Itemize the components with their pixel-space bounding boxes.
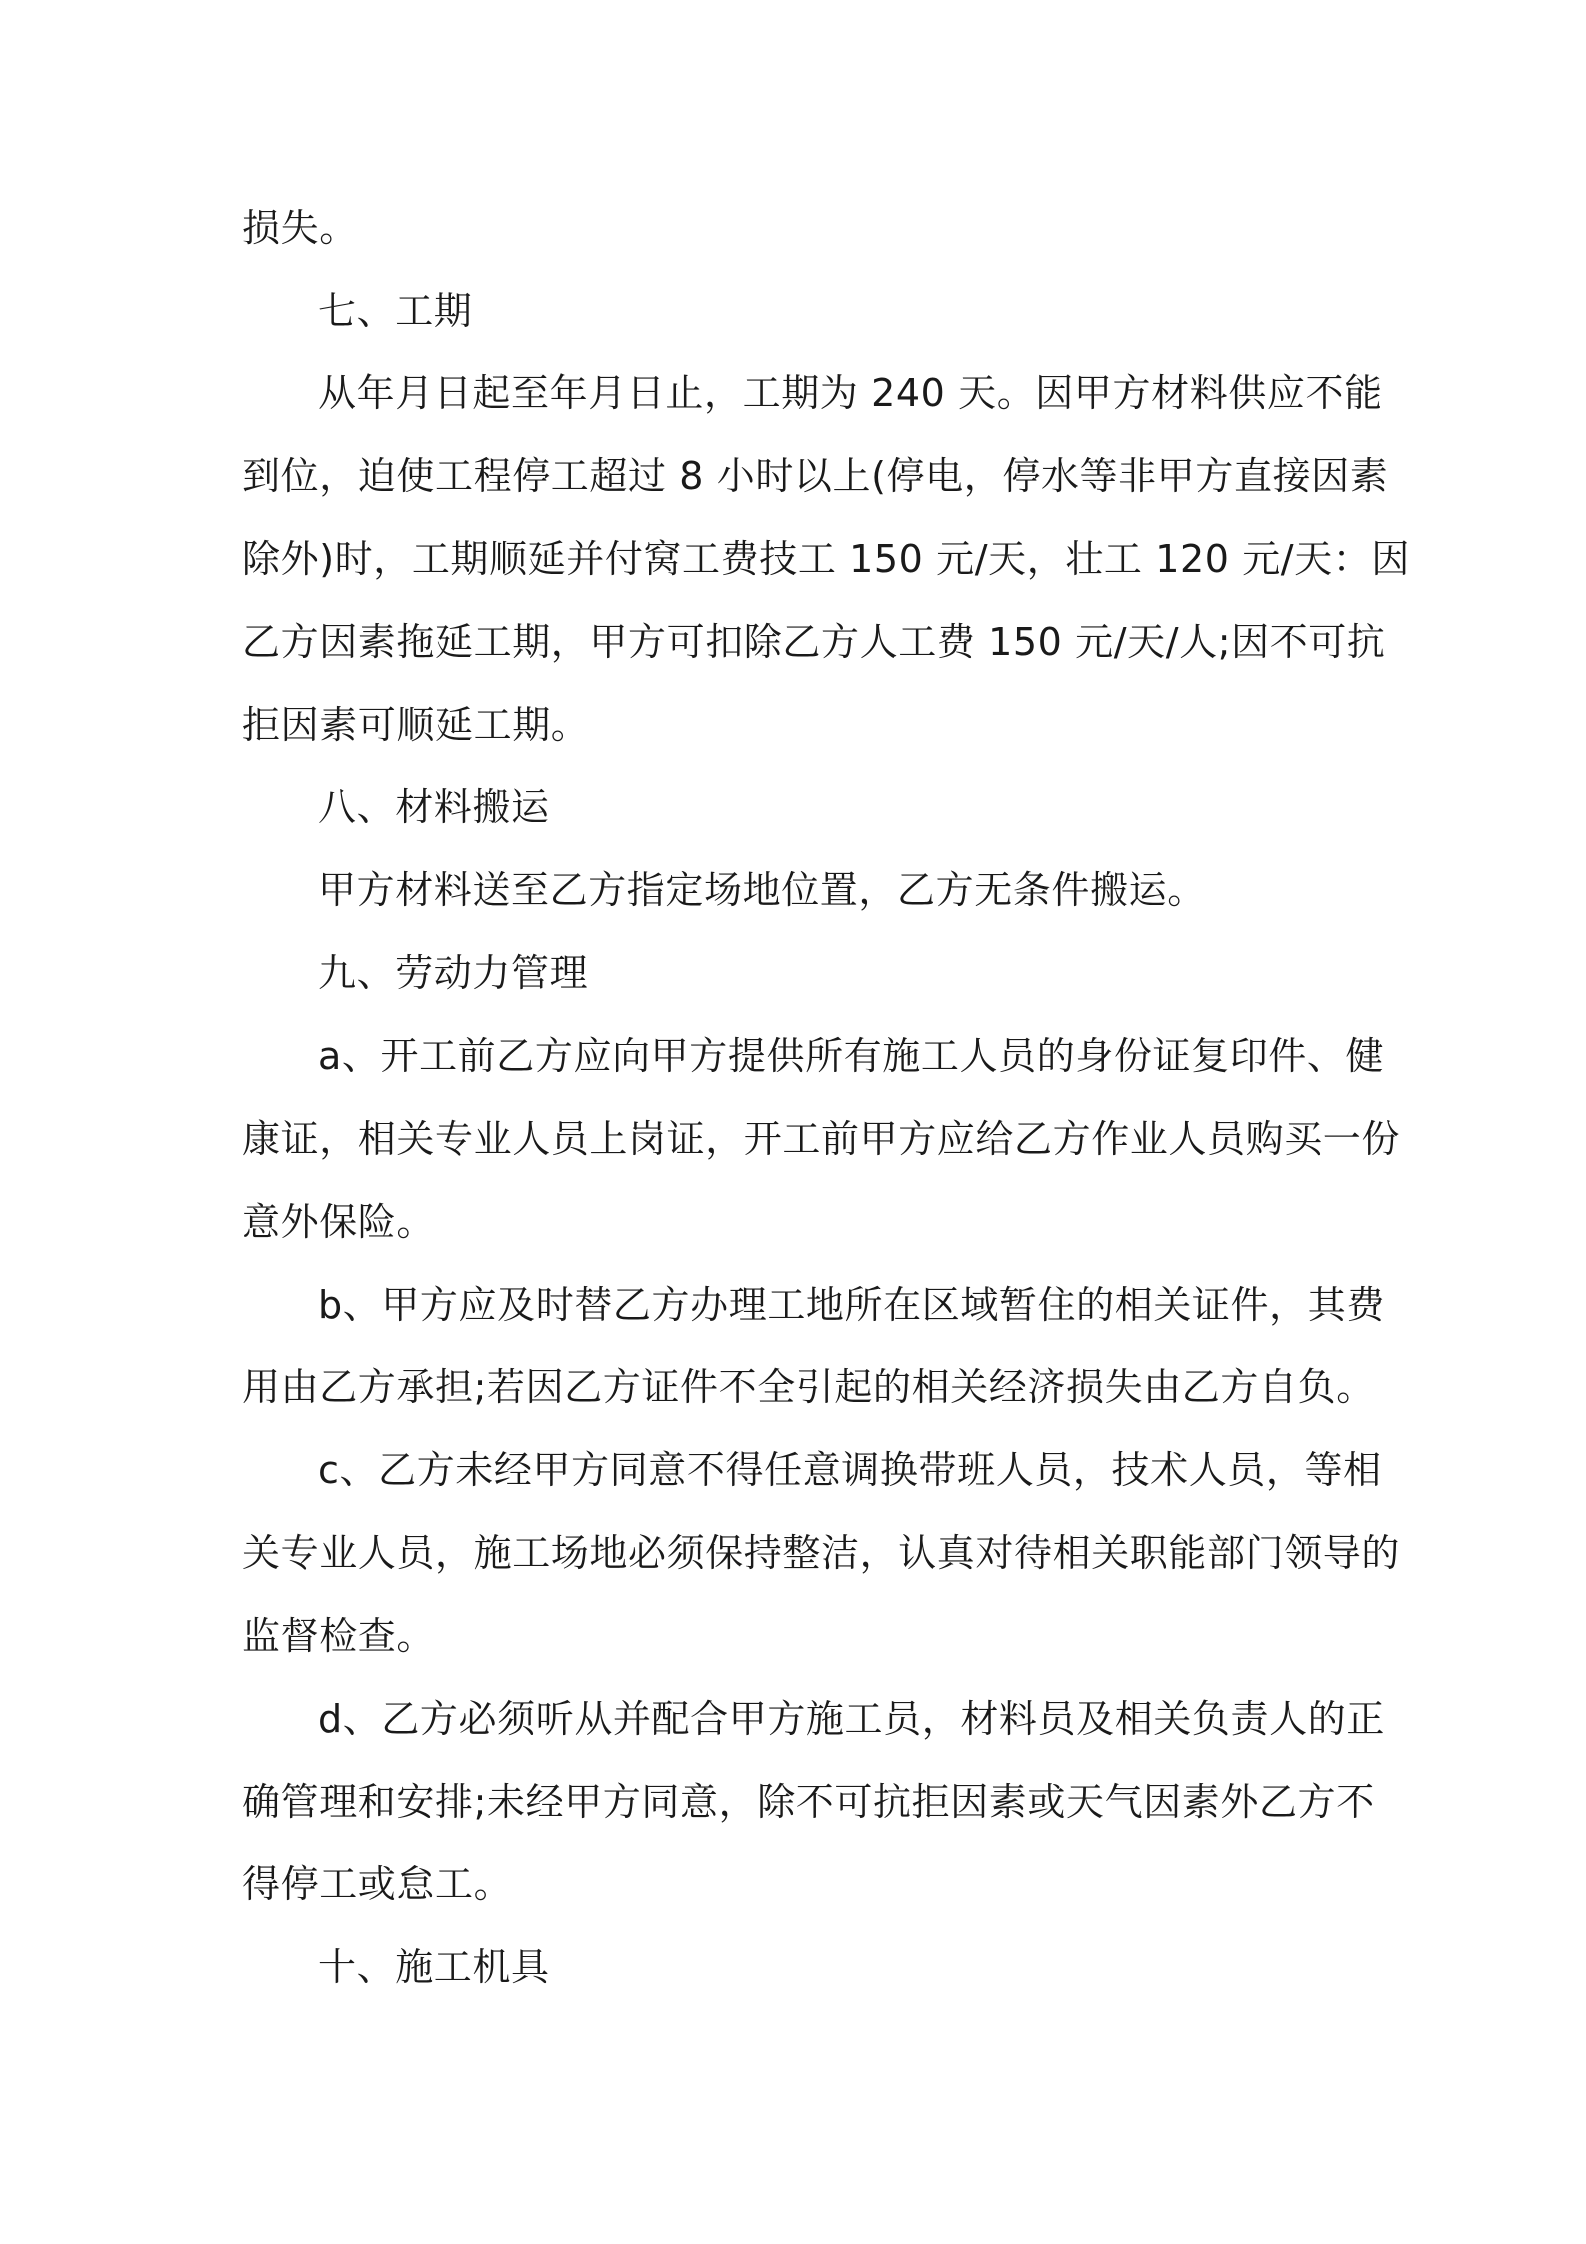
paragraph-line: 拒因素可顺延工期。	[242, 703, 590, 747]
section-heading-labor-management: 九、劳动力管理	[318, 951, 589, 995]
paragraph-line: c、乙方未经甲方同意不得任意调换带班人员，技术人员，等相	[318, 1448, 1382, 1492]
paragraph-line: 得停工或怠工。	[242, 1862, 513, 1906]
section-heading-construction-machinery: 十、施工机具	[318, 1945, 550, 1989]
paragraph-line: d、乙方必须听从并配合甲方施工员，材料员及相关负责人的正	[318, 1697, 1385, 1741]
paragraph-line: 到位，迫使工程停工超过 8 小时以上(停电，停水等非甲方直接因素	[242, 454, 1389, 498]
paragraph-line: 关专业人员，施工场地必须保持整洁，认真对待相关职能部门领导的	[242, 1531, 1401, 1575]
paragraph-line: 康证，相关专业人员上岗证，开工前甲方应给乙方作业人员购买一份	[242, 1117, 1401, 1161]
paragraph-line: 从年月日起至年月日止，工期为 240 天。因甲方材料供应不能	[318, 371, 1383, 415]
section-heading-material-handling: 八、材料搬运	[318, 785, 550, 829]
paragraph-line: 甲方材料送至乙方指定场地位置，乙方无条件搬运。	[318, 868, 1206, 912]
paragraph-line: 损失。	[242, 206, 358, 250]
paragraph-line: 用由乙方承担;若因乙方证件不全引起的相关经济损失由乙方自负。	[242, 1365, 1375, 1409]
paragraph-line: 除外)时，工期顺延并付窝工费技工 150 元/天，壮工 120 元/天：因	[242, 537, 1411, 581]
paragraph-line: b、甲方应及时替乙方办理工地所在区域暂住的相关证件，其费	[318, 1283, 1385, 1327]
section-heading-schedule: 七、工期	[318, 289, 473, 333]
paragraph-line: 监督检查。	[242, 1614, 436, 1658]
paragraph-line: 确管理和安排;未经甲方同意，除不可抗拒因素或天气因素外乙方不	[242, 1780, 1375, 1824]
paragraph-line: 意外保险。	[242, 1200, 436, 1244]
paragraph-line: a、开工前乙方应向甲方提供所有施工人员的身份证复印件、健	[318, 1034, 1385, 1078]
paragraph-line: 乙方因素拖延工期，甲方可扣除乙方人工费 150 元/天/人;因不可抗	[242, 620, 1386, 664]
